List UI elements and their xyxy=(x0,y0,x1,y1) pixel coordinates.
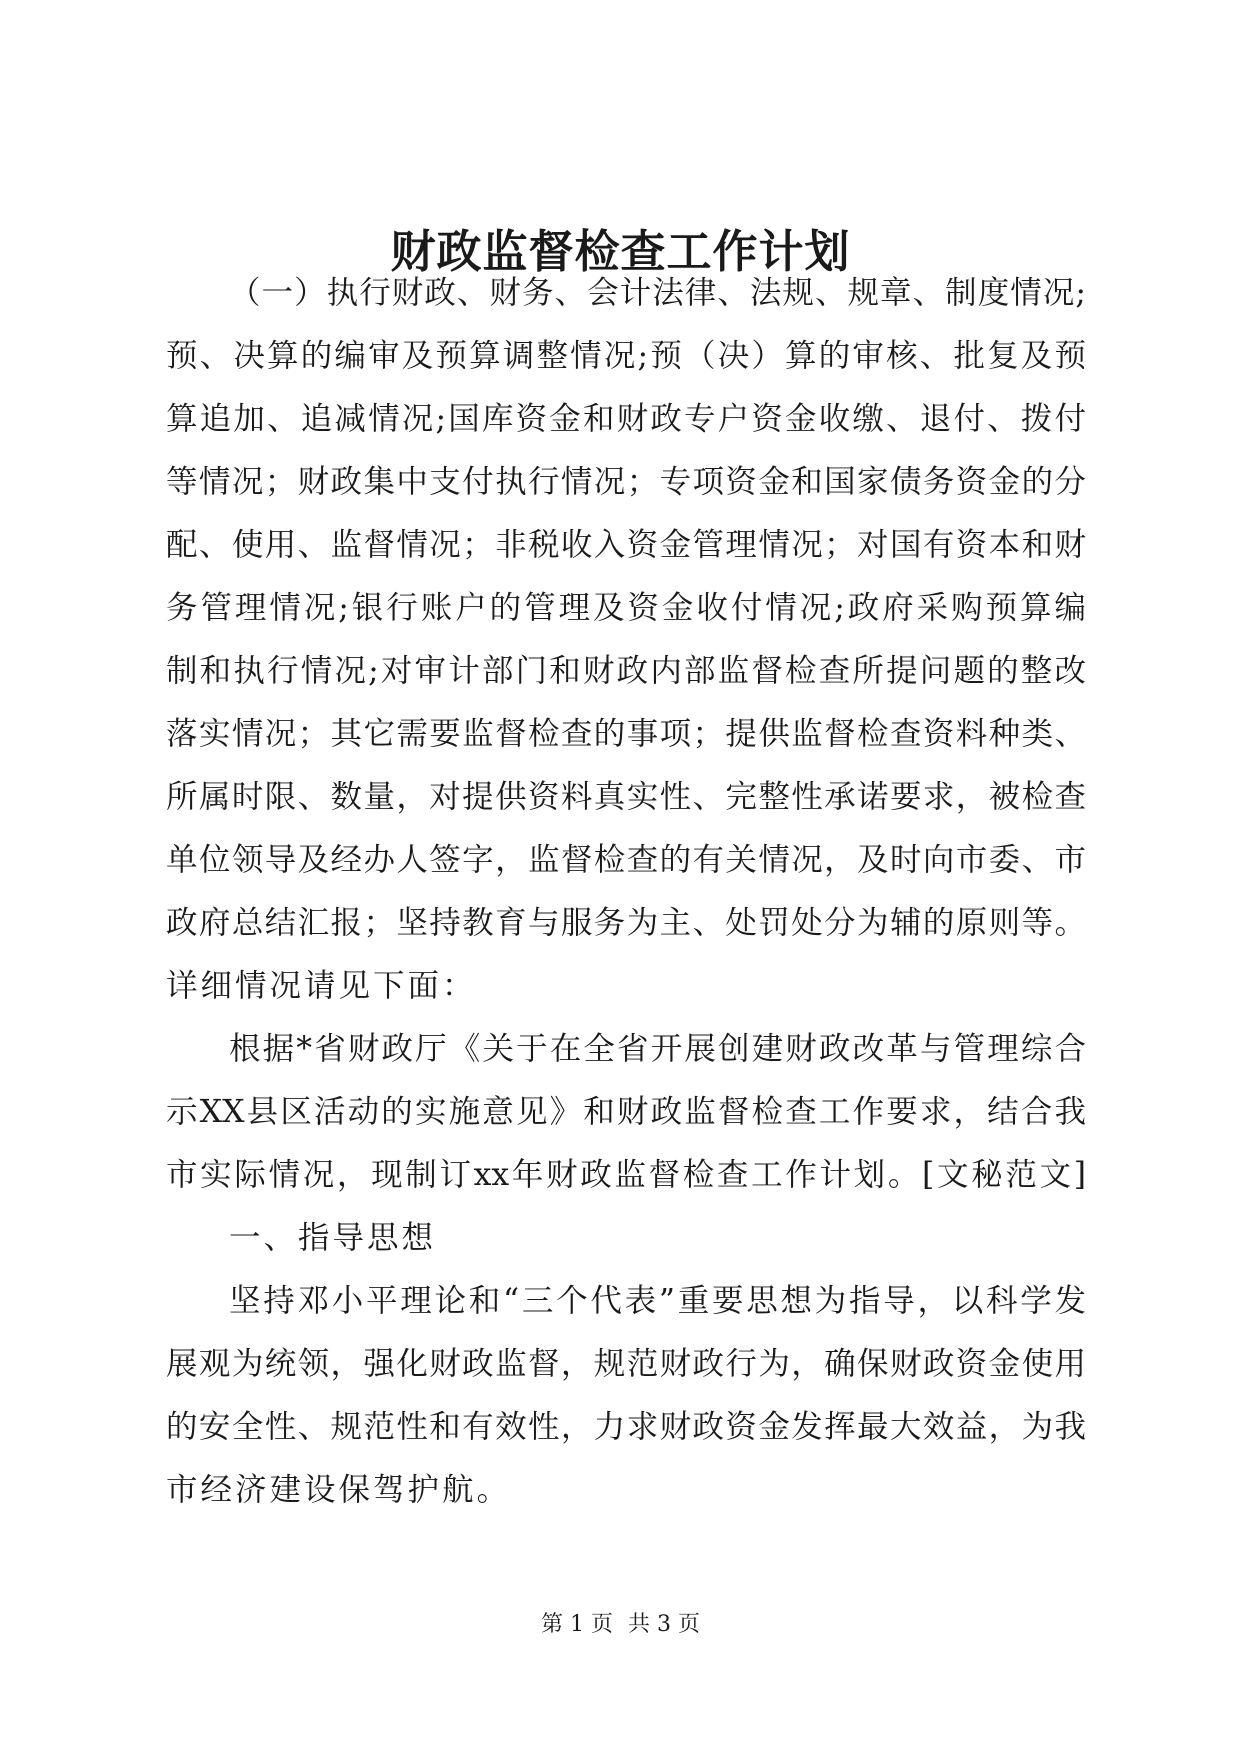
body-line: 等情况；财政集中支付执行情况；专项资金和国家债务资金的分 xyxy=(166,464,1086,500)
body-line: 政府总结汇报；坚持教育与服务为主、处罚处分为辅的原则等。 xyxy=(166,905,1086,941)
page-footer xyxy=(0,1610,1241,1640)
body-line: 制和执行情况;对审计部门和财政内部监督检查所提问题的整改 xyxy=(166,653,1086,689)
document-title: 财政监督检查工作计划 xyxy=(390,225,851,278)
body-line: 根据*省财政厅《关于在全省开展创建财政改革与管理综合 xyxy=(229,1031,1086,1067)
body-line: 的安全性、规范性和有效性，力求财政资金发挥最大效益，为我 xyxy=(166,1409,1086,1445)
body-line: （一）执行财政、财务、会计法律、法规、规章、制度情况; xyxy=(229,275,1086,311)
body-line: 所属时限、数量，对提供资料真实性、完整性承诺要求，被检查 xyxy=(166,779,1086,815)
body-line: 落实情况；其它需要监督检查的事项；提供监督检查资料种类、 xyxy=(166,716,1086,752)
body-line: 示XX县区活动的实施意见》和财政监督检查工作要求，结合我 xyxy=(166,1094,1086,1130)
body-line: 坚持邓小平理论和“三个代表”重要思想为指导，以科学发 xyxy=(229,1283,1086,1319)
body-line: 预、决算的编审及预算调整情况;预（决）算的审核、批复及预 xyxy=(166,338,1086,374)
page-total: 共 3 页 xyxy=(628,1612,700,1637)
body-line: 单位领导及经办人签字，监督检查的有关情况，及时向市委、市 xyxy=(166,842,1086,878)
body-line: 配、使用、监督情况；非税收入资金管理情况；对国有资本和财 xyxy=(166,527,1086,563)
document-body xyxy=(166,262,1086,1522)
body-line: 市实际情况，现制订xx年财政监督检查工作计划。[文秘范文] xyxy=(166,1157,1086,1193)
page-number: 第 1 页 xyxy=(541,1612,613,1637)
body-line: 详细情况请见下面： xyxy=(166,968,477,1004)
body-line: 市经济建设保驾护航。 xyxy=(166,1472,512,1508)
body-line: 务管理情况;银行账户的管理及资金收付情况;政府采购预算编 xyxy=(166,590,1086,626)
body-line: 算追加、追减情况;国库资金和财政专户资金收缴、退付、拨付 xyxy=(166,401,1086,437)
body-line: 展观为统领，强化财政监督，规范财政行为，确保财政资金使用 xyxy=(166,1346,1086,1382)
section-heading: 一、指导思想 xyxy=(229,1220,437,1256)
